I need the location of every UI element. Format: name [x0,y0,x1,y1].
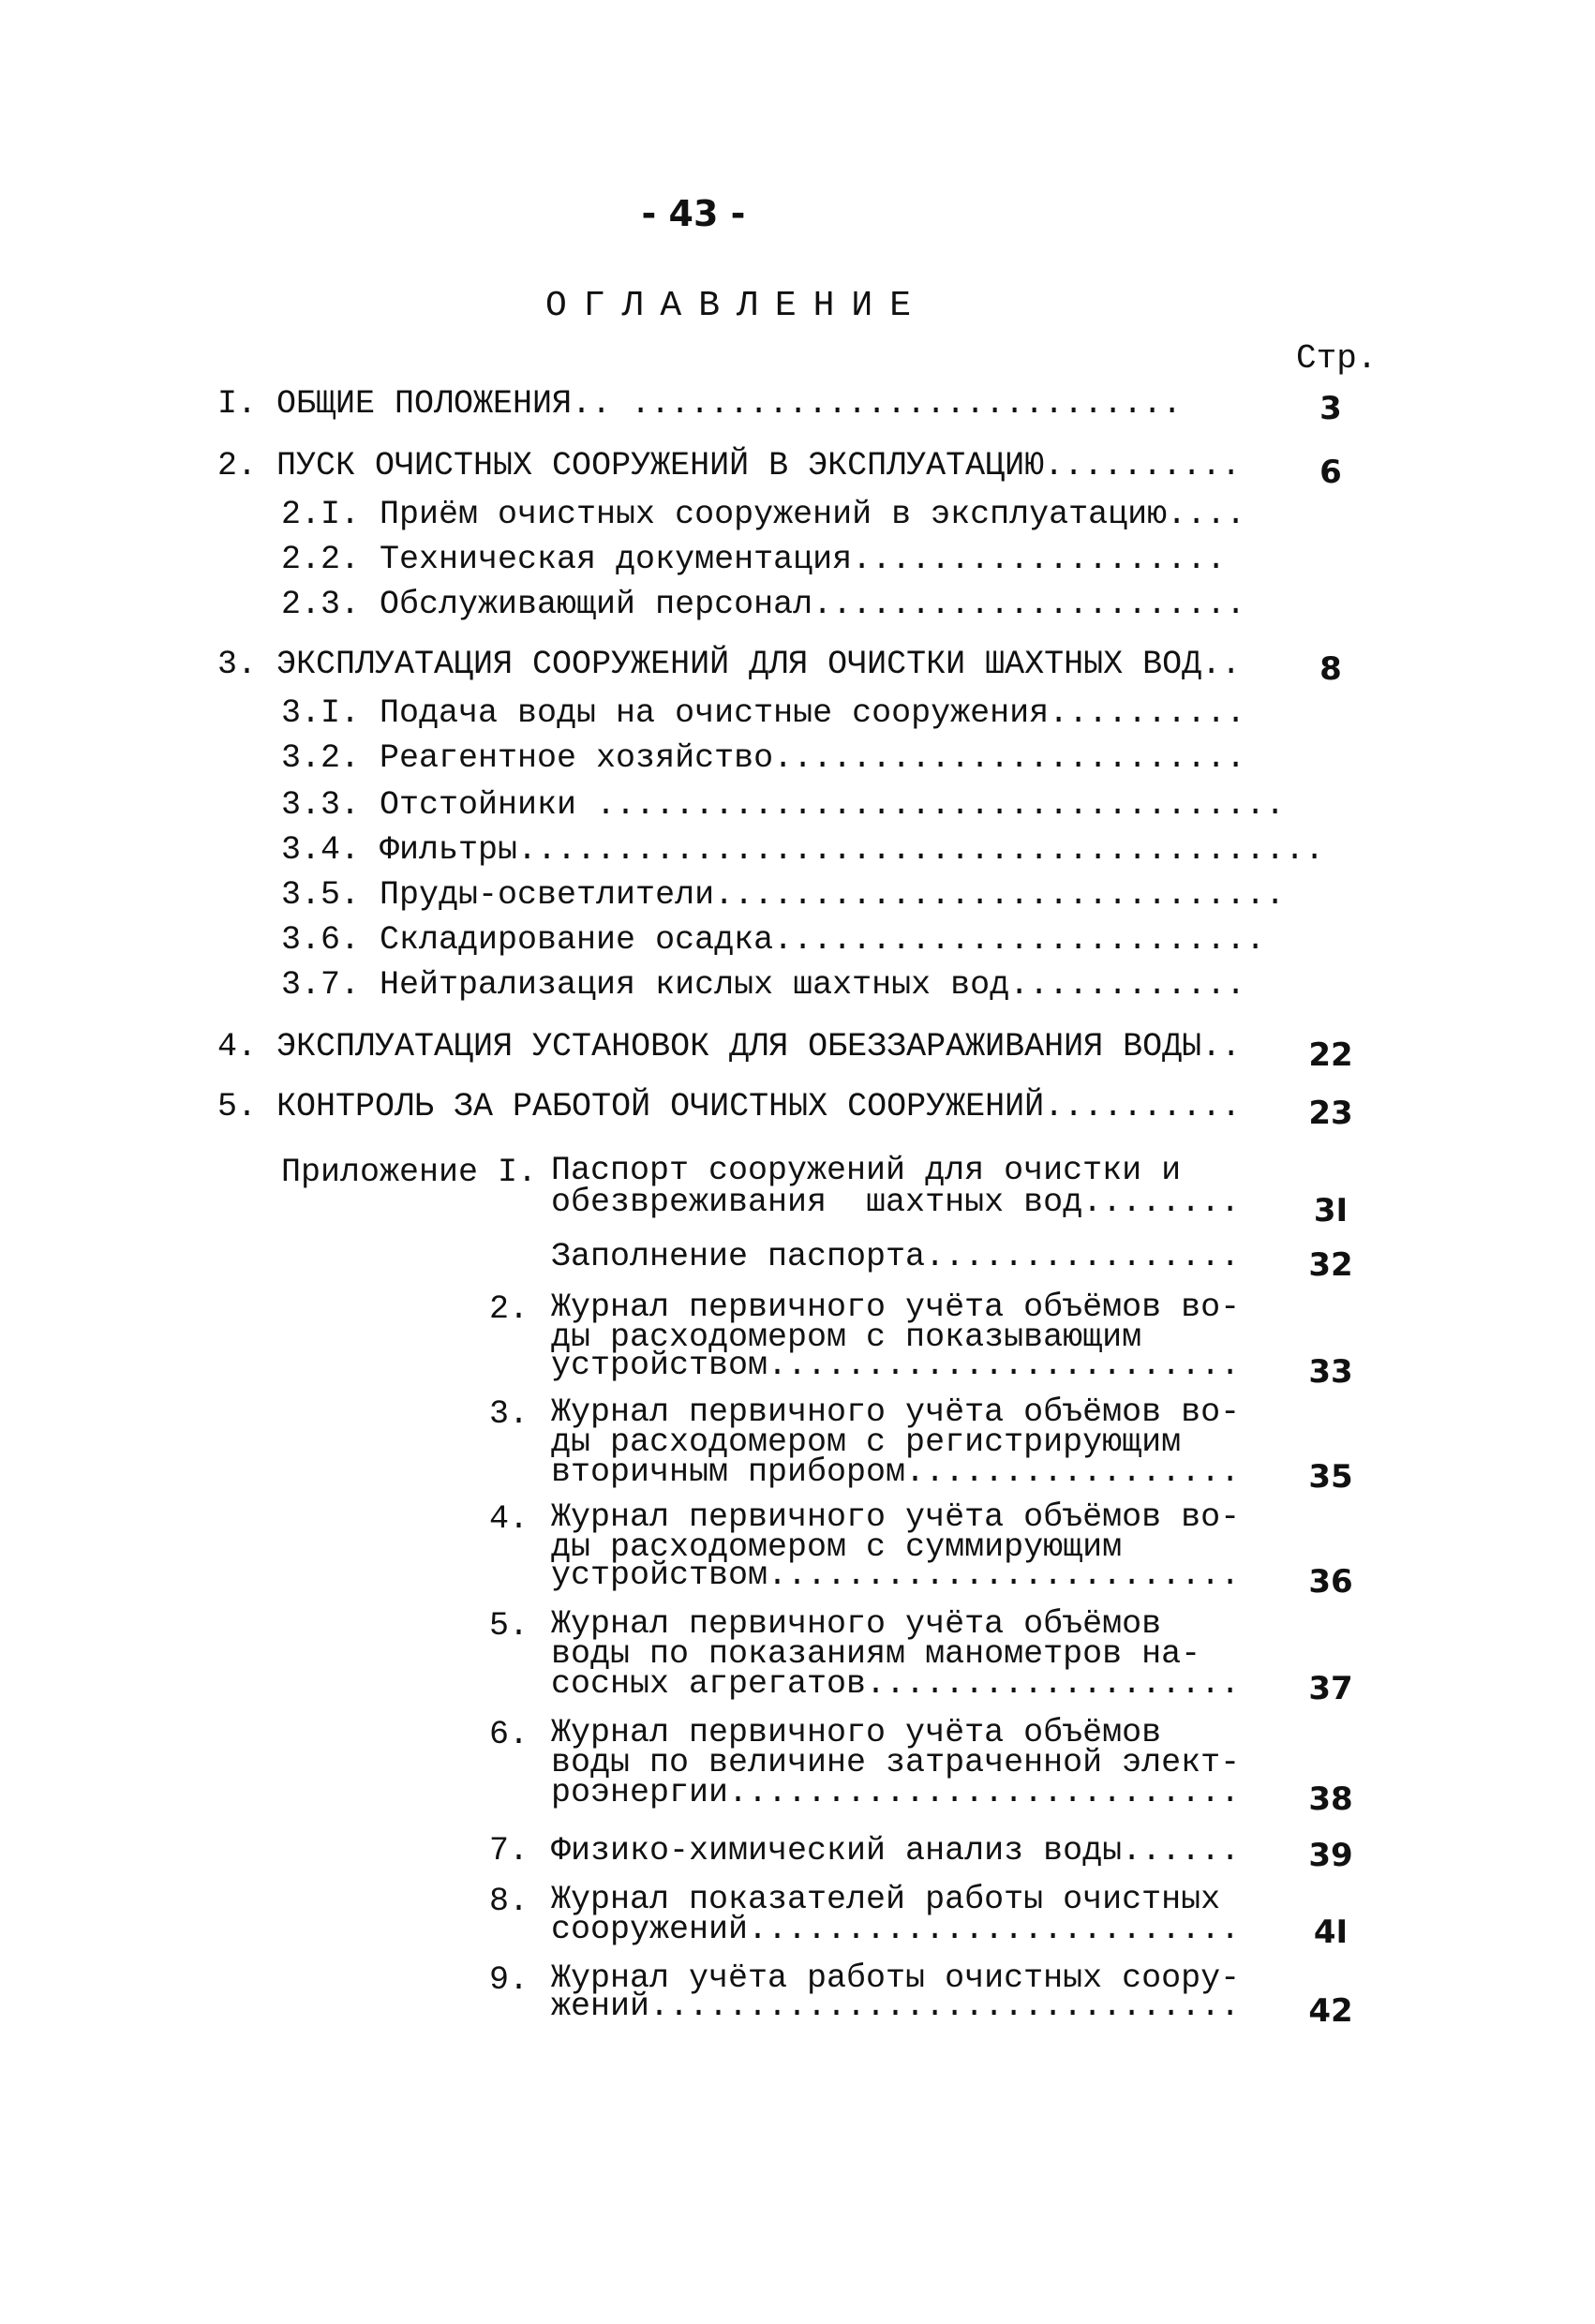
appendix-3-line-1: Журнал первичного учёта объёмов во- [551,1393,1241,1431]
appendix-4-number: 4. [489,1500,529,1538]
appendix-1-line-2: обезвреживания шахтных вод........ [551,1184,1241,1221]
appendix-7-number: 7. [489,1832,529,1870]
toc-subentry-3-7: 3.7. Нейтрализация кислых шахтных вод............ [281,966,1246,1004]
toc-subentry-3-5: 3.5. Пруды-осветлители............................. [281,876,1286,914]
appendix-2-page: 33 [1308,1353,1353,1391]
appendix-5-number: 5. [489,1607,529,1645]
toc-subentry-3-2: 3.2. Реагентное хозяйство........................ [281,739,1246,777]
appendix-8-line-1: Журнал показателей работы очистных [551,1881,1221,1918]
appendix-4-line-2: ды расходомером с суммирующим [551,1528,1123,1566]
page-column-header: Стр. [1296,339,1378,378]
toc-subentry-3-1: 3.I. Подача воды на очистные сооружения.......... [281,694,1246,732]
appendix-2-line-3: устройством........................ [551,1347,1241,1384]
appendix-6-number: 6. [489,1716,529,1753]
appendix-3-line-2: ды расходомером с регистрирующим [551,1423,1182,1461]
toc-page-3: 8 [1319,650,1342,688]
appendix-6-line-1: Журнал первичного учёта объёмов [551,1714,1162,1751]
appendix-2-line-2: ды расходомером с показывающим [551,1318,1142,1356]
toc-page-5: 23 [1308,1095,1353,1132]
appendix-3-number: 3. [489,1395,529,1433]
appendix-8-page: 4I [1313,1914,1349,1951]
toc-subentry-2-1: 2.I. Приём очистных сооружений в эксплуатацию.... [281,496,1246,533]
appendix-3-line-3: вторичным прибором................. [551,1453,1241,1491]
appendix-9-line-1: Журнал учёта работы очистных соору- [551,1959,1241,1997]
toc-page-1: 3 [1319,390,1342,427]
toc-entry-2: 2. ПУСК ОЧИСТНЫХ СООРУЖЕНИЙ В ЭКСПЛУАТАЦИЮ.......... [217,447,1242,484]
appendix-5-line-1: Журнал первичного учёта объёмов [551,1605,1162,1643]
appendix-2-number: 2. [489,1290,529,1328]
appendix-8-number: 8. [489,1883,529,1920]
appendix-1b-page: 32 [1308,1246,1353,1284]
appendix-1-line-1: Паспорт сооружений для очистки и [551,1152,1182,1189]
appendix-3-page: 35 [1308,1458,1353,1496]
appendix-7-line-1: Физико-химический анализ воды...... [551,1832,1241,1870]
appendix-7-page: 39 [1308,1837,1353,1874]
toc-entry-1: I. ОБЩИЕ ПОЛОЖЕНИЯ.. ............................ [217,385,1183,423]
toc-entry-4: 4. ЭКСПЛУАТАЦИЯ УСТАНОВОК ДЛЯ ОБЕЗЗАРАЖИВАНИЯ ВОДЫ.. [217,1028,1242,1065]
appendix-1b-line-1: Заполнение паспорта................ [551,1238,1241,1275]
appendix-6-line-3: роэнергии.......................... [551,1774,1241,1811]
page-number: - 43 - [641,193,746,234]
toc-title: ОГЛАВЛЕНИЕ [545,286,929,326]
toc-subentry-3-3: 3.3. Отстойники ................................... [281,786,1286,824]
appendix-5-page: 37 [1308,1670,1353,1707]
appendix-9-number: 9. [489,1961,529,1999]
appendix-8-line-2: сооружений......................... [551,1911,1241,1948]
toc-page-4: 22 [1308,1036,1353,1074]
toc-subentry-2-2: 2.2. Техническая документация................... [281,541,1227,578]
appendix-1-page: 3I [1313,1192,1349,1229]
toc-subentry-3-6: 3.6. Складирование осадка......................... [281,921,1266,959]
appendix-6-line-2: воды по величине затраченной элект- [551,1744,1241,1781]
appendix-6-page: 38 [1308,1780,1353,1818]
appendix-9-line-2: жений.............................. [551,1988,1241,2025]
toc-entry-3: 3. ЭКСПЛУАТАЦИЯ СООРУЖЕНИЙ ДЛЯ ОЧИСТКИ ШАХТНЫХ ВОД.. [217,646,1242,683]
appendix-label: Приложение I. [281,1154,538,1191]
appendix-4-line-3: устройством........................ [551,1557,1241,1594]
appendix-4-page: 36 [1308,1563,1353,1601]
toc-entry-5: 5. КОНТРОЛЬ ЗА РАБОТОЙ ОЧИСТНЫХ СООРУЖЕНИЙ.......... [217,1088,1242,1125]
toc-subentry-2-3: 2.3. Обслуживающий персонал...................... [281,586,1246,623]
toc-subentry-3-4: 3.4. Фильтры......................................... [281,831,1325,869]
appendix-2-line-1: Журнал первичного учёта объёмов во- [551,1289,1241,1326]
appendix-5-line-3: сосных агрегатов................... [551,1665,1241,1703]
appendix-5-line-2: воды по показаниям манометров на- [551,1635,1201,1673]
appendix-4-line-1: Журнал первичного учёта объёмов во- [551,1498,1241,1536]
appendix-9-page: 42 [1308,1992,1353,2030]
toc-page-2: 6 [1319,454,1342,491]
